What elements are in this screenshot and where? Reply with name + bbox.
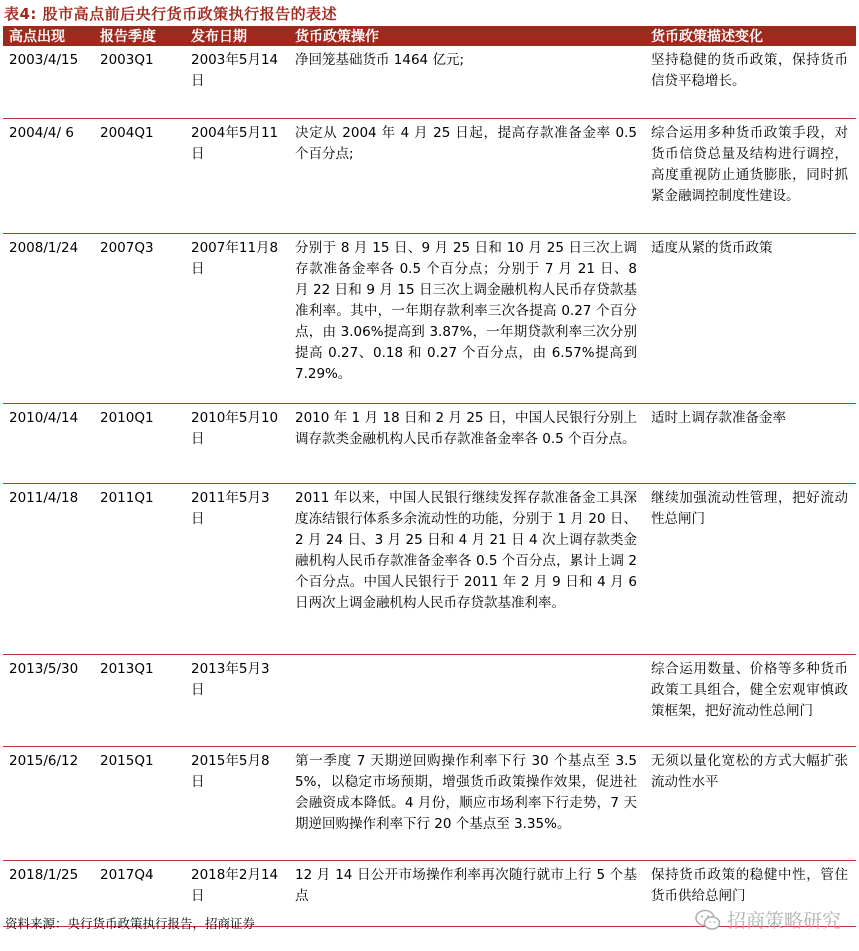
cell-quarter: 2010Q1 xyxy=(94,403,185,483)
policy-table xyxy=(3,26,856,927)
table-row xyxy=(3,46,856,118)
cell-operation: 2011 年以来，中国人民银行继续发挥存款准备金工具深度冻结银行体系多余流动性的功能，分别于 1 月 20 日、2 月 24 日、3 月 25 日和 4 月 21 日 4 次上调存款类金融机构人民币存款准备金率各 0.5 个百分点，累计上调 2 个百分点。中国人民银行于 2011 年 2 月 9 日和 4 月 6 日两次上调金融机构人民币存贷款基准利率。 xyxy=(289,483,645,654)
cell-description: 综合运用数量、价格等多种货币政策工具组合，健全宏观审慎政策框架，把好流动性总闸门 xyxy=(645,654,856,746)
cell-operation: 决定从 2004 年 4 月 25 日起，提高存款准备金率 0.5 个百分点; xyxy=(289,118,645,233)
cell-release: 2013年5月3日 xyxy=(185,654,289,746)
wechat-icon xyxy=(695,909,721,931)
source-note: 资料来源：央行货币政策执行报告，招商证券 xyxy=(5,916,256,931)
cell-quarter: 2003Q1 xyxy=(94,46,185,118)
cell-peak: 2003/4/15 xyxy=(3,46,94,118)
table-row xyxy=(3,233,856,403)
cell-peak: 2004/4/ 6 xyxy=(3,118,94,233)
cell-description: 适时上调存款准备金率 xyxy=(645,403,856,483)
header-quarter: 报告季度 xyxy=(94,26,185,46)
cell-quarter: 2011Q1 xyxy=(94,483,185,654)
cell-peak: 2018/1/25 xyxy=(3,860,94,926)
cell-peak: 2008/1/24 xyxy=(3,233,94,403)
table-row xyxy=(3,654,856,746)
cell-description: 继续加强流动性管理，把好流动性总闸门 xyxy=(645,483,856,654)
cell-description: 适度从紧的货币政策 xyxy=(645,233,856,403)
cell-description: 坚持稳健的货币政策，保持货币信贷平稳增长。 xyxy=(645,46,856,118)
cell-peak: 2010/4/14 xyxy=(3,403,94,483)
cell-description: 保持货币政策的稳健中性，管住货币供给总闸门 xyxy=(645,860,856,926)
cell-release: 2003年5月14日 xyxy=(185,46,289,118)
cell-operation: 第一季度 7 天期逆回购操作利率下行 30 个基点至 3.55%，以稳定市场预期，增强货币政策操作效果，促进社会融资成本降低。4 月份，顺应市场利率下行走势，7 天期逆回购操作利率下行 20 个基点至 3.35%。 xyxy=(289,746,645,860)
table-row xyxy=(3,746,856,860)
cell-quarter: 2013Q1 xyxy=(94,654,185,746)
watermark xyxy=(695,906,841,933)
cell-operation xyxy=(289,654,645,746)
header-peak: 高点出现 xyxy=(3,26,94,46)
table-title: 表4: 股市高点前后央行货币政策执行报告的表述 xyxy=(4,5,338,23)
table-row xyxy=(3,118,856,233)
cell-release: 2007年11月8日 xyxy=(185,233,289,403)
table-row xyxy=(3,403,856,483)
cell-operation: 2010 年 1 月 18 日和 2 月 25 日，中国人民银行分别上调存款类金融机构人民币存款准备金率各 0.5 个百分点。 xyxy=(289,403,645,483)
header-operation: 货币政策操作 xyxy=(289,26,645,46)
cell-operation: 分别于 8 月 15 日、9 月 25 日和 10 月 25 日三次上调存款准备金率各 0.5 个百分点；分别于 7 月 21 日、8 月 22 日和 9 月 15 日三次上调金融机构人民币存贷款基准利率。其中，一年期存款利率三次各提高 0.27 个百分点，由 3.06%提高到 3.87%，一年期贷款利率三次分别提高 0.27、0.18 和 0.27 个百分点，由 6.57%提高到 7.29%。 xyxy=(289,233,645,403)
cell-release: 2015年5月8日 xyxy=(185,746,289,860)
watermark-text: 招商策略研究 xyxy=(726,910,841,932)
cell-peak: 2011/4/18 xyxy=(3,483,94,654)
cell-operation: 净回笼基础货币 1464 亿元; xyxy=(289,46,645,118)
table-row xyxy=(3,483,856,654)
header-release-date: 发布日期 xyxy=(185,26,289,46)
cell-operation: 12 月 14 日公开市场操作利率再次随行就市上行 5 个基点 xyxy=(289,860,645,926)
cell-release: 2011年5月3日 xyxy=(185,483,289,654)
cell-release: 2018年2月14日 xyxy=(185,860,289,926)
table-header-row xyxy=(3,26,856,46)
cell-description: 无须以量化宽松的方式大幅扩张流动性水平 xyxy=(645,746,856,860)
cell-quarter: 2015Q1 xyxy=(94,746,185,860)
cell-release: 2004年5月11日 xyxy=(185,118,289,233)
cell-quarter: 2007Q3 xyxy=(94,233,185,403)
cell-quarter: 2004Q1 xyxy=(94,118,185,233)
cell-peak: 2013/5/30 xyxy=(3,654,94,746)
cell-release: 2010年5月10日 xyxy=(185,403,289,483)
cell-quarter: 2017Q4 xyxy=(94,860,185,926)
cell-description: 综合运用多种货币政策手段，对货币信贷总量及结构进行调控，高度重视防止通货膨胀，同时抓紧金融调控制度性建设。 xyxy=(645,118,856,233)
cell-peak: 2015/6/12 xyxy=(3,746,94,860)
header-description: 货币政策描述变化 xyxy=(645,26,856,46)
